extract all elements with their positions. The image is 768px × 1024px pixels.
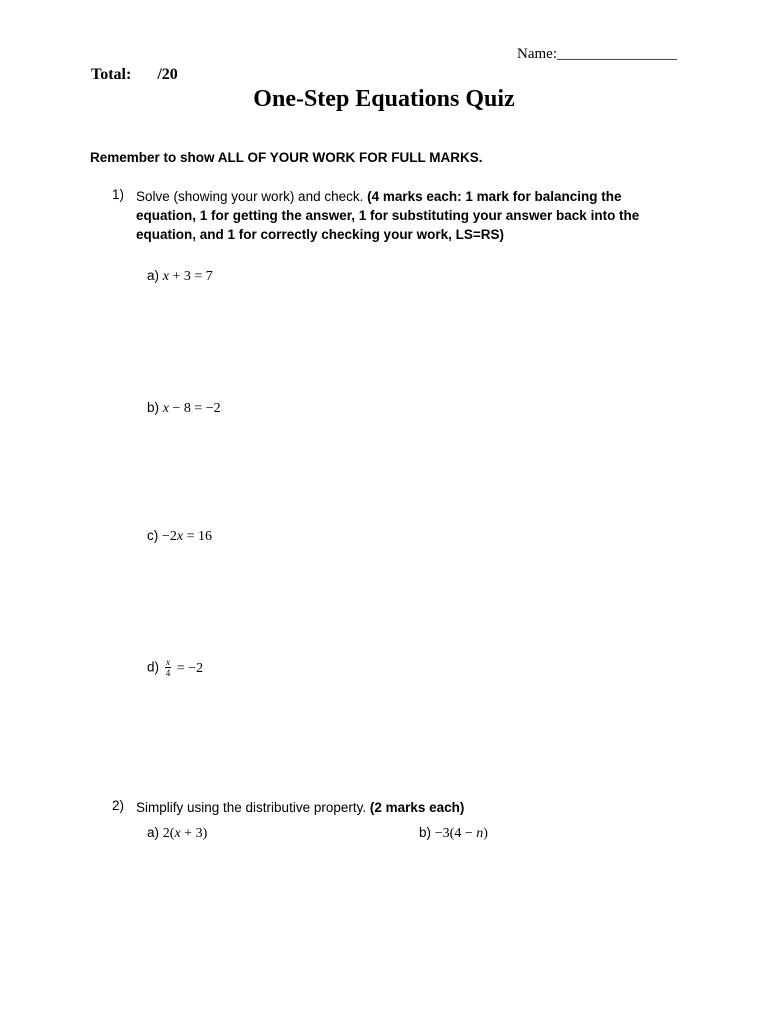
equation: x + 3 = 7 — [162, 269, 213, 284]
question-2a — [147, 825, 207, 842]
question-1-number: 1) — [112, 187, 125, 202]
expression: 2(x + 3) — [162, 826, 208, 841]
reminder-emphasis: ALL OF YOUR WORK FOR FULL MARKS. — [217, 150, 483, 165]
question-2-text: Simplify using the distributive property. — [136, 800, 370, 815]
total-out-of: /20 — [157, 66, 178, 83]
part-label: c) — [147, 528, 159, 543]
question-1a — [147, 268, 213, 285]
expression: −3(4 − n) — [434, 826, 488, 841]
question-1d — [147, 658, 203, 679]
question-1b — [147, 400, 221, 417]
part-label: a) — [147, 268, 160, 283]
fraction: $\frac{x}{4}$ — [165, 657, 171, 678]
question-1c — [147, 528, 212, 545]
question-2-marks: (2 marks each) — [369, 800, 465, 815]
equation: x − 8 = −2 — [162, 401, 221, 416]
part-label: b) — [419, 825, 432, 840]
question-1-marks: (4 marks each: 1 mark for balancing the equation, 1 for getting the answer, 1 for substituting your answer back into the equation, and 1 for correctly checking your work, LS=RS) — [136, 189, 640, 242]
instructions-reminder — [90, 150, 483, 165]
question-1-text: Solve (showing your work) and check. — [136, 189, 368, 204]
question-2-prompt — [136, 798, 464, 817]
name-field-line: Name:________________ — [517, 46, 677, 62]
question-1-prompt — [136, 187, 681, 244]
total-label: Total: — [91, 66, 132, 83]
question-2b — [419, 825, 488, 842]
reminder-text: Remember to show — [90, 150, 218, 165]
equation: $\frac{x}{4}$ = −2 — [165, 657, 204, 678]
total-score — [91, 66, 178, 84]
page-title: One-Step Equations Quiz — [253, 86, 515, 112]
part-label: b) — [147, 400, 160, 415]
question-2-number: 2) — [112, 798, 125, 813]
part-label: d) — [147, 659, 160, 675]
part-label: a) — [147, 825, 160, 840]
equation: −2x = 16 — [162, 529, 213, 544]
